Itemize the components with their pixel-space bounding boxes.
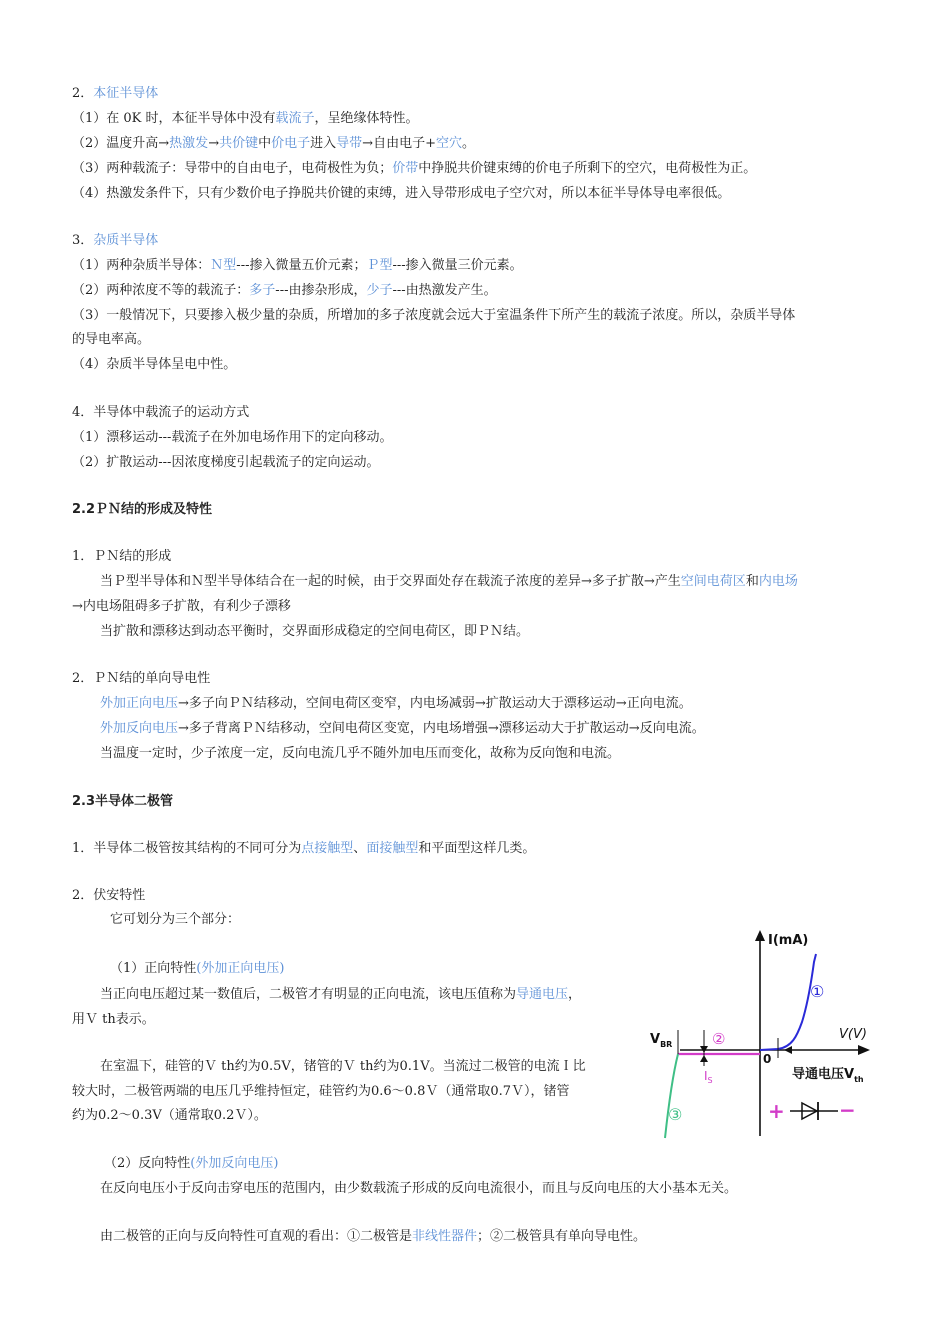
paragraph: 1．半导体二极管按其结构的不同可分为点接触型、面接触型和平面型这样几类。	[72, 841, 536, 856]
paragraph: （1）漂移运动---载流子在外加电场作用下的定向移动。	[72, 430, 393, 445]
paragraph: （3）一般情况下，只要掺入极少量的杂质，所增加的多子浓度就会远大于室温条件下所产生的载流子浓度。所以，杂质半导体	[72, 308, 796, 323]
nonlinear-device-link[interactable]: 非线性器件	[412, 1229, 478, 1244]
section-heading: 2．伏安特性	[72, 888, 146, 903]
paragraph: （2）温度升高→热激发→共价键中价电子进入导带→自由电子+空穴。	[72, 136, 475, 151]
paragraph: 的导电率高。	[72, 332, 151, 347]
paragraph: 由二极管的正向与反向特性可直观的看出：①二极管是非线性器件；②二极管具有单向导电性。	[100, 1229, 647, 1244]
conduction-band-link[interactable]: 导带	[336, 136, 363, 151]
valence-band-link[interactable]: 价带	[392, 161, 419, 176]
reverse-voltage-link[interactable]: 外加反向电压	[100, 721, 179, 736]
paragraph: （3）两种载流子：导带中的自由电子，电荷极性为负；价带中挣脱共价键束缚的价电子所剩下的空穴，电荷极性为正。	[72, 161, 757, 176]
p-type-link[interactable]: Ｐ型	[366, 258, 393, 273]
paragraph: 当温度一定时，少子浓度一定，反向电流几乎不随外加电压而变化，故称为反向饱和电流。	[100, 746, 621, 761]
paragraph: （2）两种浓度不等的载流子：多子---由掺杂形成，少子---由热激发产生。	[72, 283, 497, 298]
section-heading: 2．ＰＮ结的单向导电性	[72, 671, 211, 686]
subheading: （1）正向特性(外加正向电压)	[110, 961, 285, 976]
paragraph: 用Ｖ th表示。	[72, 1012, 155, 1027]
vth-label: 导通电压$V_{th}$	[792, 1067, 864, 1084]
x-axis-label: V(V)	[839, 1027, 867, 1042]
paragraph: （2）扩散运动---因浓度梯度引起载流子的定向运动。	[72, 455, 380, 470]
point-contact-link[interactable]: 点接触型	[301, 841, 354, 856]
intrinsic-link[interactable]: 本征半导体	[93, 86, 159, 101]
forward-curve	[760, 954, 816, 1050]
paragraph: 在室温下，硅管的Ｖ th约为0.5V，锗管的Ｖ th约为0.1V。当流过二极管的电流Ｉ比	[100, 1059, 586, 1074]
section-intrinsic-heading: 2．本征半导体	[72, 86, 159, 101]
n-type-link[interactable]: Ｎ型	[210, 258, 237, 273]
marker-3: ③	[668, 1105, 683, 1124]
diode-vi-figure	[640, 926, 885, 1142]
paragraph: 当扩散和漂移达到动态平衡时，交界面形成稳定的空间电荷区，即ＰＮ结。	[100, 624, 530, 639]
forward-voltage-link[interactable]: (外加正向电压)	[196, 961, 285, 976]
paragraph: 较大时，二极管两端的电压几乎维持恒定，硅管约为0.6～0.8Ｖ（通常取0.7Ｖ），锗管	[72, 1084, 570, 1099]
chapter-heading: 2.3半导体二极管	[72, 794, 174, 809]
reverse-voltage-link[interactable]: (外加反向电压)	[190, 1156, 279, 1171]
space-charge-link[interactable]: 空间电荷区	[680, 574, 746, 589]
paragraph: （1）在 0K 时，本征半导体中没有载流子，呈绝缘体特性。	[72, 111, 419, 126]
minority-carrier-link[interactable]: 少子	[366, 283, 393, 298]
paragraph: 当Ｐ型半导体和Ｎ型半导体结合在一起的时候，由于交界面处存在载流子浓度的差异→多子扩散→产生空间电荷区和内电场	[100, 574, 798, 589]
vbr-label: $V_{BR}$	[650, 1032, 673, 1049]
forward-voltage-link[interactable]: 外加正向电压	[100, 696, 179, 711]
origin-label: 0	[763, 1052, 772, 1066]
paragraph: 当正向电压超过某一数值后，二极管才有明显的正向电流，该电压值称为导通电压，	[100, 987, 582, 1002]
subheading: （2）反向特性(外加反向电压)	[104, 1156, 279, 1171]
section-impurity-heading: 3．杂质半导体	[72, 233, 159, 248]
chapter-heading: 2.2ＰＮ结的形成及特性	[72, 502, 213, 517]
paragraph: 约为0.2～0.3V（通常取0.2Ｖ）。	[72, 1108, 267, 1123]
y-axis-label: I(mA)	[768, 933, 809, 948]
paragraph: 外加正向电压→多子向ＰＮ结移动，空间电荷区变窄，内电场减弱→扩散运动大于漂移运动→正向电流。	[100, 696, 692, 711]
breakdown-curve	[665, 1054, 678, 1138]
paragraph: （4）热激发条件下，只有少数价电子挣脱共价键的束缚，进入导带形成电子空穴对，所以本征半导体导电率很低。	[72, 186, 731, 201]
impurity-link[interactable]: 杂质半导体	[93, 233, 159, 248]
y-axis-arrow	[755, 930, 765, 941]
inner-field-link[interactable]: 内电场	[758, 574, 798, 589]
paragraph: （1）两种杂质半导体：Ｎ型---掺入微量五价元素；Ｐ型---掺入微量三价元素。	[72, 258, 523, 273]
x-axis-arrow	[858, 1045, 870, 1055]
is-arrow-up	[700, 1055, 708, 1062]
thermal-excitation-link[interactable]: 热激发	[169, 136, 209, 151]
paragraph: 它可划分为三个部分：	[110, 912, 241, 927]
paragraph: →内电场阻碍多子扩散，有利少子漂移	[72, 599, 291, 614]
turn-on-voltage-link[interactable]: 导通电压	[516, 987, 569, 1002]
majority-carrier-link[interactable]: 多子	[249, 283, 276, 298]
paragraph: 外加反向电压→多子背离ＰＮ结移动，空间电荷区变宽，内电场增强→漂移运动大于扩散运动→反向电流。	[100, 721, 705, 736]
plus-sign: +	[768, 1099, 785, 1123]
hole-link[interactable]: 空穴	[435, 136, 462, 151]
minus-sign: −	[839, 1098, 856, 1122]
valence-electron-link[interactable]: 价电子	[271, 136, 311, 151]
marker-1: ①	[810, 982, 825, 1001]
marker-2: ②	[712, 1030, 726, 1048]
covalent-bond-link[interactable]: 共价键	[219, 136, 259, 151]
section-heading: 4．半导体中载流子的运动方式	[72, 405, 250, 420]
surface-contact-link[interactable]: 面接触型	[366, 841, 419, 856]
section-heading: 1．ＰＮ结的形成	[72, 549, 172, 564]
is-label: $I_S$	[704, 1069, 713, 1085]
carrier-link[interactable]: 载流子	[275, 111, 315, 126]
paragraph: 在反向电压小于反向击穿电压的范围内，由少数载流子形成的反向电流很小，而且与反向电压的大小基本无关。	[100, 1181, 738, 1196]
paragraph: （4）杂质半导体呈电中性。	[72, 357, 237, 372]
